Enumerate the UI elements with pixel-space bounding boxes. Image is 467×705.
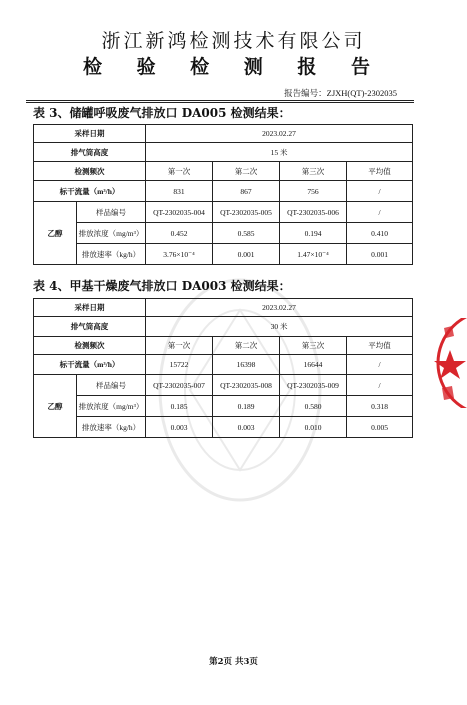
table4-run-2: 第二次 (213, 337, 280, 355)
table4-stack-height-label: 排气筒高度 (34, 317, 146, 337)
table3-flow-average: / (347, 181, 413, 202)
table3-flow-3: 756 (280, 181, 347, 202)
table4-rate-3: 0.010 (280, 417, 347, 438)
table4 (33, 298, 413, 438)
table4-sample-no-label: 样品编号 (77, 375, 146, 396)
table4-pollutant: 乙醇 (34, 375, 77, 438)
table4-run-3: 第三次 (280, 337, 347, 355)
table4-sample-no-3: QT-2302035-009 (280, 375, 347, 396)
report-number (284, 87, 397, 99)
table4-sampling-date-label: 采样日期 (34, 299, 146, 317)
table4-rate-label: 排放速率（kg/h） (77, 417, 146, 438)
header-rule (26, 100, 414, 101)
table4-conc-3: 0.580 (280, 396, 347, 417)
table4-frequency-label: 检测频次 (34, 337, 146, 355)
table3-stack-height-label: 排气筒高度 (34, 143, 146, 162)
table3-flow-1: 831 (146, 181, 213, 202)
table4-sample-no-2: QT-2302035-008 (213, 375, 280, 396)
table3-conc-average: 0.410 (347, 223, 413, 244)
table4-flow-1: 15722 (146, 355, 213, 375)
table3-sample-no-average: / (347, 202, 413, 223)
table3-conc-3: 0.194 (280, 223, 347, 244)
table4-heading: 表 4、甲基干燥废气排放口 DA003 检测结果： (33, 279, 291, 293)
table3-sample-no-1: QT-2302035-004 (146, 202, 213, 223)
table3-run-3: 第三次 (280, 162, 347, 181)
table3-frequency-label: 检测频次 (34, 162, 146, 181)
table3-rate-2: 0.001 (213, 244, 280, 265)
table3-sampling-date: 2023.02.27 (146, 125, 413, 143)
table3-flow-2: 867 (213, 181, 280, 202)
table4-conc-label: 排放浓度（mg/m³） (77, 396, 146, 417)
table4-flow-2: 16398 (213, 355, 280, 375)
table3-conc-label: 排放浓度（mg/m³） (77, 223, 146, 244)
table4-stack-height: 30 米 (146, 317, 413, 337)
page-number: 第2页 共3页 (209, 657, 258, 667)
table4-rate-2: 0.003 (213, 417, 280, 438)
table3-conc-1: 0.452 (146, 223, 213, 244)
table4-rate-average: 0.005 (347, 417, 413, 438)
table3-rate-label: 排放速率（kg/h） (77, 244, 146, 265)
table4-sample-no-1: QT-2302035-007 (146, 375, 213, 396)
table4-sample-no-average: / (347, 375, 413, 396)
table3-sampling-date-label: 采样日期 (34, 125, 146, 143)
document-title: 检 验 检 测 报 告 (82, 56, 385, 78)
report-number-label: 报告编号： (284, 88, 327, 98)
table4-conc-1: 0.185 (146, 396, 213, 417)
table3-stack-height: 15 米 (146, 143, 413, 162)
table4-sampling-date: 2023.02.27 (146, 299, 413, 317)
table3-heading: 表 3、储罐呼吸废气排放口 DA005 检测结果： (33, 106, 291, 120)
table4-conc-average: 0.318 (347, 396, 413, 417)
table3-sample-no-3: QT-2302035-006 (280, 202, 347, 223)
table4-rate-1: 0.003 (146, 417, 213, 438)
table3-run-1: 第一次 (146, 162, 213, 181)
table3-sample-no-2: QT-2302035-005 (213, 202, 280, 223)
table4-flow-3: 16644 (280, 355, 347, 375)
table3-rate-3: 1.47×10⁻⁴ (280, 244, 347, 265)
header-rule-thin (26, 102, 414, 103)
red-seal-stamp (430, 318, 467, 408)
table3-flow-label: 标干流量（m³/h） (34, 181, 146, 202)
table3-pollutant: 乙醇 (34, 202, 77, 265)
table3-sample-no-label: 样品编号 (77, 202, 146, 223)
table3-run-2: 第二次 (213, 162, 280, 181)
table3-run-average: 平均值 (347, 162, 413, 181)
report-number-value: ZJXH(QT)-2302035 (326, 88, 397, 98)
table3-rate-average: 0.001 (347, 244, 413, 265)
table3-rate-1: 3.76×10⁻⁴ (146, 244, 213, 265)
table4-run-average: 平均值 (347, 337, 413, 355)
table4-flow-average: / (347, 355, 413, 375)
table4-conc-2: 0.189 (213, 396, 280, 417)
table3-conc-2: 0.585 (213, 223, 280, 244)
table4-flow-label: 标干流量（m³/h） (34, 355, 146, 375)
table3 (33, 124, 413, 265)
company-name: 浙江新鸿检测技术有限公司 (101, 30, 366, 52)
table4-run-1: 第一次 (146, 337, 213, 355)
